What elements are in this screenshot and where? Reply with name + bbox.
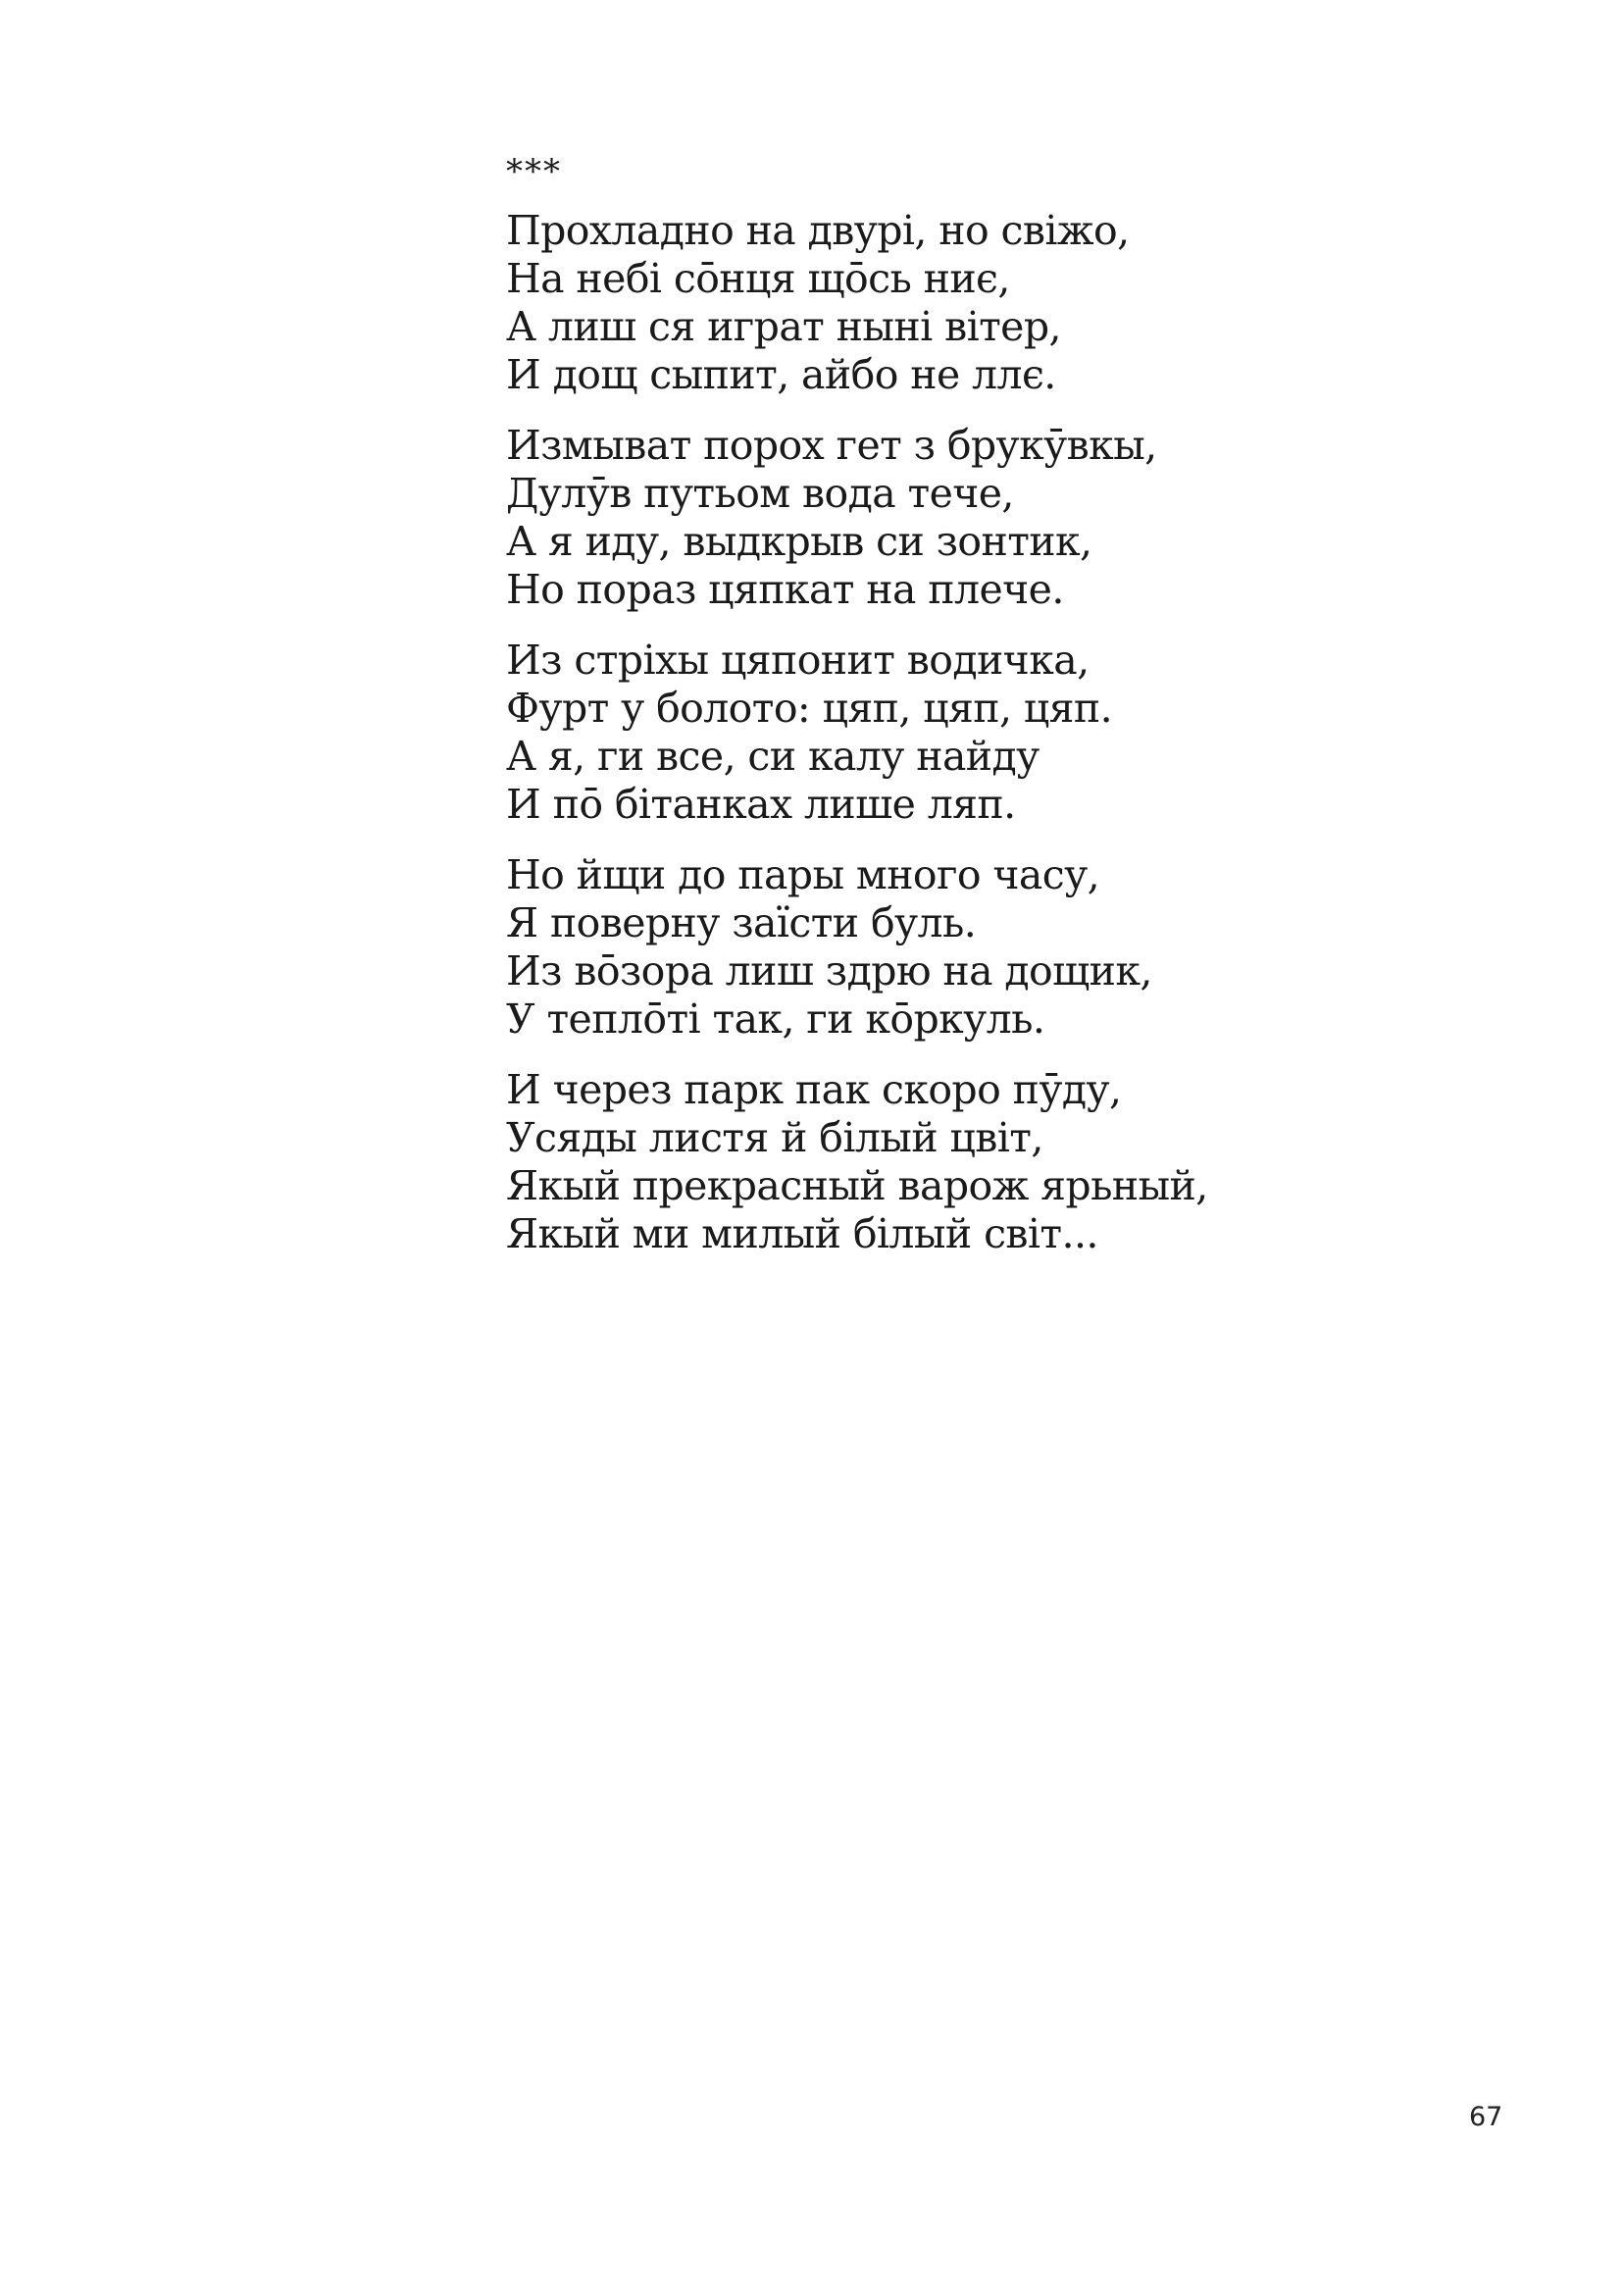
poem-line: А лиш ся играт ныні вітер, <box>506 303 1061 350</box>
stanza-3 <box>506 637 1487 829</box>
poem-line: А я иду, выдкрыв си зонтик, <box>506 518 1092 565</box>
poem-line: Из во̄зора лиш здрю на дощик, <box>506 947 1152 995</box>
poem-line: На небі со̄нця що̄сь ниє, <box>506 255 1010 302</box>
stanza-2 <box>506 422 1487 614</box>
poem-line: И через парк пак скоро пӯду, <box>506 1066 1122 1113</box>
poem-line: И по̄ бітанках лише ляп. <box>506 781 1016 828</box>
poem-line: Прохладно на двурі, но свіжо, <box>506 207 1130 254</box>
poem-line: Но йщи до пары много часу, <box>506 851 1100 898</box>
poem-line: У теплōті так, ги ко̄ркуль. <box>506 995 1045 1043</box>
poem-line: Якый прекрасный варож ярьный, <box>506 1162 1208 1209</box>
poem-line: Дулӯв путьом вода тече, <box>506 470 1014 517</box>
poem-line: Якый ми милый білый світ... <box>506 1210 1098 1257</box>
page-number: 67 <box>1469 2102 1503 2132</box>
poem-line: Я поверну заїсти буль. <box>506 899 977 946</box>
poem <box>506 152 1487 1281</box>
poem-line: Из стріхы цяпонит водичка, <box>506 637 1090 684</box>
poem-line: И дощ сыпит, айбо не ллє. <box>506 351 1056 398</box>
poem-line: Измыват порох гет з брукӯвкы, <box>506 422 1157 469</box>
poem-line: Но пораз цяпкат на плече. <box>506 566 1064 613</box>
poem-separator: *** <box>506 152 562 191</box>
stanza-1 <box>506 207 1487 399</box>
stanza-5 <box>506 1066 1487 1258</box>
stanza-4 <box>506 851 1487 1044</box>
poem-line: Усяды листя й білый цвіт, <box>506 1114 1043 1161</box>
poem-line: Фурт у болото: цяп, цяп, цяп. <box>506 685 1113 732</box>
poem-line: А я, ги все, си калу найду <box>506 733 1040 780</box>
